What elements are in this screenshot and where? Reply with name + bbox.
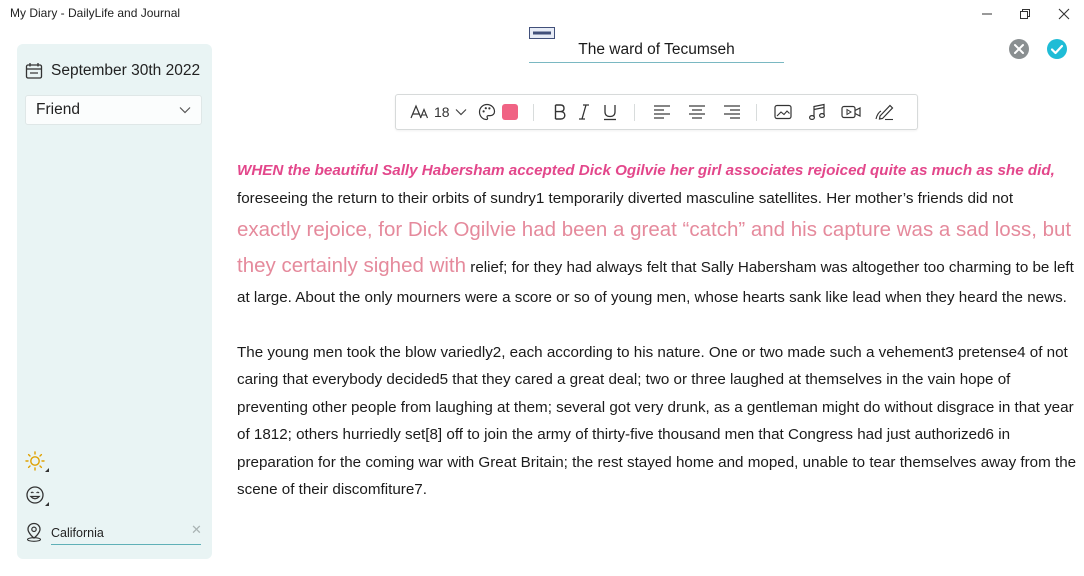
body-text: relief; for they had always felt that Sally Habersham was altogether too charming to be left at large. About the only mourners were a score or so of young men, whose hearts sank like lead when they heard the news. [237, 259, 1074, 306]
maximize-button[interactable] [1005, 0, 1045, 28]
toolbar-divider [634, 104, 635, 121]
sun-icon [25, 450, 51, 476]
close-icon [1058, 8, 1070, 20]
paragraph: The young men took the blow variedly2, each according to his nature. One or two made such a vehement3 pretense4 of not caring that everybody decided5 that they cared a great deal; two or three laughed at themselves in the vain hope of preventing other people from laughing at them; several got very drunk, as a gentleman might do without disgrace in that year of 1812; others hurriedly set[8] off to join the army of thirty-five thousand men that Congress had just authorized6 in preparation for the coming war with Great Britain; the rest stayed home and moped, unable to tear themselves away from the scene of their discomfiture7. [237, 343, 1077, 498]
music-icon [808, 103, 826, 121]
align-left-icon [653, 104, 671, 120]
font-size-control[interactable] [410, 101, 482, 123]
palette-button[interactable] [476, 101, 498, 123]
body-text: foreseeing the return to their orbits of sundry1 temporarily diverted masculine satellites. Her mother’s friends did not [237, 189, 1014, 207]
align-right-button[interactable] [721, 101, 743, 123]
journal-body[interactable] [237, 157, 1079, 504]
mood-selector[interactable] [25, 484, 51, 510]
entry-type-icon[interactable] [529, 27, 555, 39]
toolbar-divider [756, 104, 757, 121]
insert-audio-button[interactable] [806, 101, 828, 123]
cancel-button[interactable] [1008, 38, 1030, 60]
restore-icon [1019, 8, 1031, 20]
sidebar [17, 44, 212, 559]
chevron-down-icon [179, 106, 191, 114]
bold-icon [553, 103, 567, 121]
font-size-icon [410, 104, 430, 120]
paragraph [237, 157, 1079, 312]
draw-button[interactable] [874, 101, 896, 123]
italic-button[interactable] [574, 101, 594, 123]
align-left-button[interactable] [651, 101, 673, 123]
underline-button[interactable] [599, 101, 621, 123]
highlighted-bold-text: WHEN the beautiful Sally Habersham accepted Dick Ogilvie her girl associates rejoiced quite as much as she did, [237, 162, 1055, 179]
align-center-button[interactable] [686, 101, 708, 123]
draw-icon [875, 103, 895, 121]
location-row [25, 520, 203, 544]
smiley-icon [25, 484, 51, 510]
toolbar-divider [533, 104, 534, 121]
calendar-icon [25, 62, 43, 80]
date-picker[interactable] [25, 60, 200, 82]
weather-selector[interactable] [25, 450, 51, 476]
insert-video-button[interactable] [840, 101, 862, 123]
video-icon [841, 104, 861, 120]
category-value: Friend [36, 101, 80, 118]
insert-image-button[interactable] [772, 101, 794, 123]
location-input[interactable] [51, 524, 201, 545]
highlighted-large-text: exactly rejoice, for Dick Ogilvie had been a great “catch” and his capture was a sad loss, but they certainly sighed with [237, 218, 1072, 277]
align-right-icon [723, 104, 741, 120]
title-bar [0, 0, 1084, 30]
formatting-toolbar [395, 94, 918, 130]
color-swatch [502, 104, 518, 120]
app-title: My Diary - DailyLife and Journal [10, 6, 181, 20]
entry-date: September 30th 2022 [51, 62, 201, 79]
chevron-down-icon [455, 108, 467, 116]
palette-icon [478, 103, 496, 121]
save-button[interactable] [1046, 38, 1068, 60]
bold-button[interactable] [549, 101, 571, 123]
image-icon [774, 104, 792, 120]
category-dropdown[interactable] [25, 95, 202, 125]
clear-location-icon[interactable]: ✕ [191, 522, 202, 537]
underline-icon [602, 103, 618, 121]
italic-icon [578, 103, 590, 121]
align-center-icon [688, 104, 706, 120]
minimize-button[interactable] [967, 0, 1007, 28]
minimize-icon [981, 8, 993, 20]
close-window-button[interactable] [1044, 0, 1084, 28]
font-size-value: 18 [434, 104, 450, 120]
text-color-button[interactable] [500, 101, 520, 123]
location-pin-icon [25, 522, 43, 542]
entry-title-input[interactable]: The ward of Tecumseh [529, 40, 784, 63]
